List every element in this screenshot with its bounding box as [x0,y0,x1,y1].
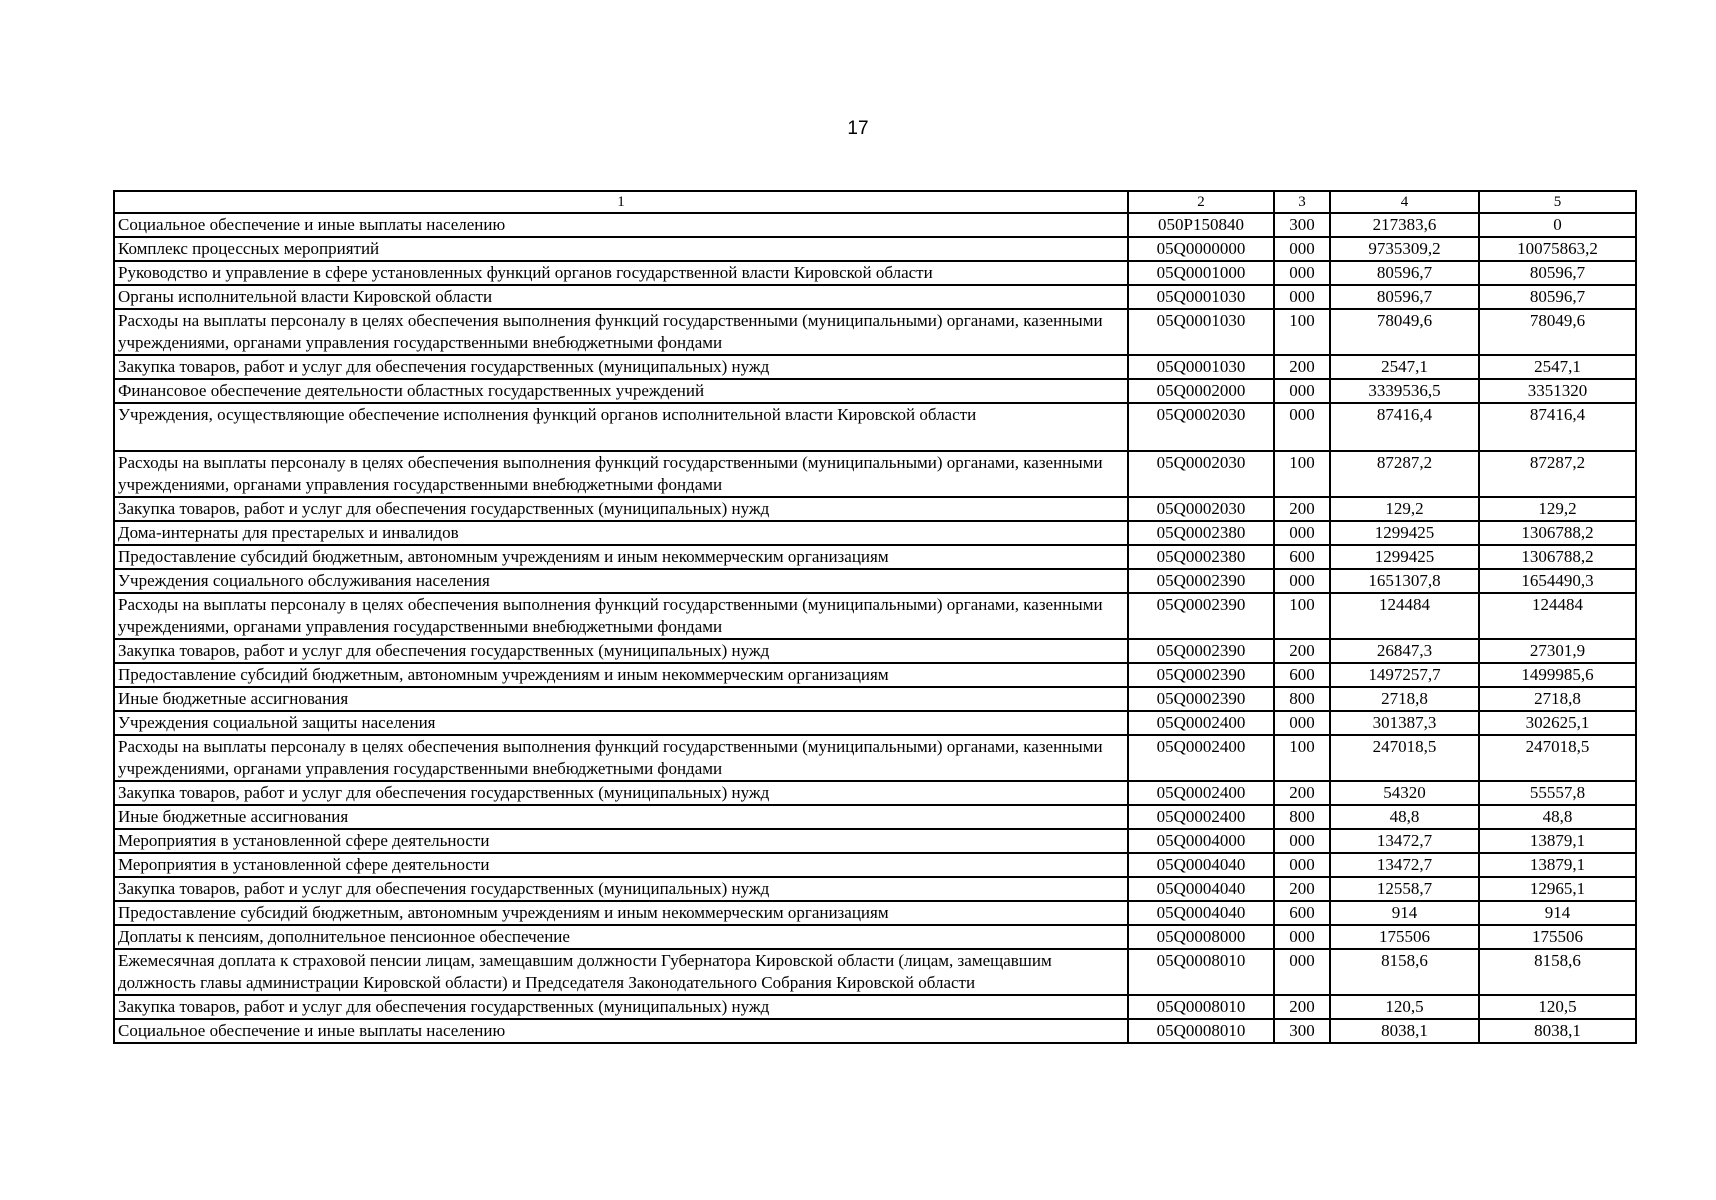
amount-col4-cell: 48,8 [1330,805,1479,829]
expense-name-cell: Расходы на выплаты персоналу в целях обеспечения выполнения функций государственными (муниципальными) органами, казенными учреждениями, органами управления государственными внебюджетными фондами [114,593,1128,639]
table-row [114,213,1636,237]
target-code-cell: 05Q0004040 [1128,853,1274,877]
amount-col4-cell: 129,2 [1330,497,1479,521]
amount-col4-cell: 3339536,5 [1330,379,1479,403]
table-row [114,593,1636,639]
amount-col5-cell: 129,2 [1479,497,1636,521]
expense-type-cell: 800 [1274,805,1330,829]
table-row [114,949,1636,995]
table-row [114,805,1636,829]
expense-name-cell: Расходы на выплаты персоналу в целях обеспечения выполнения функций государственными (муниципальными) органами, казенными учреждениями, органами управления государственными внебюджетными фондами [114,735,1128,781]
table-row [114,403,1636,451]
amount-col4-cell: 217383,6 [1330,213,1479,237]
table-row [114,545,1636,569]
amount-col5-cell: 124484 [1479,593,1636,639]
amount-col4-cell: 80596,7 [1330,261,1479,285]
target-code-cell: 05Q0008010 [1128,1019,1274,1043]
expense-name-cell: Учреждения, осуществляющие обеспечение исполнения функций органов исполнительной власти Кировской области [114,403,1128,451]
target-code-cell: 05Q0002030 [1128,497,1274,521]
expense-name-cell: Социальное обеспечение и иные выплаты населению [114,213,1128,237]
target-code-cell: 05Q0002030 [1128,403,1274,451]
amount-col4-cell: 8038,1 [1330,1019,1479,1043]
amount-col5-cell: 0 [1479,213,1636,237]
expense-type-cell: 300 [1274,213,1330,237]
amount-col5-cell: 247018,5 [1479,735,1636,781]
expense-type-cell: 200 [1274,877,1330,901]
expense-name-cell: Финансовое обеспечение деятельности областных государственных учреждений [114,379,1128,403]
expense-type-cell: 100 [1274,593,1330,639]
target-code-cell: 05Q0002030 [1128,451,1274,497]
table-header [114,191,1636,213]
expense-name-cell: Закупка товаров, работ и услуг для обеспечения государственных (муниципальных) нужд [114,355,1128,379]
table-row [114,521,1636,545]
target-code-cell: 05Q0002400 [1128,781,1274,805]
expense-type-cell: 300 [1274,1019,1330,1043]
page-number: 17 [847,118,869,139]
expense-type-cell: 100 [1274,451,1330,497]
table-row [114,569,1636,593]
amount-col4-cell: 80596,7 [1330,285,1479,309]
expense-name-cell: Учреждения социальной защиты населения [114,711,1128,735]
target-code-cell: 05Q0008010 [1128,995,1274,1019]
expense-name-cell: Социальное обеспечение и иные выплаты населению [114,1019,1128,1043]
target-code-cell: 05Q0001030 [1128,355,1274,379]
expense-name-cell: Расходы на выплаты персоналу в целях обеспечения выполнения функций государственными (муниципальными) органами, казенными учреждениями, органами управления государственными внебюджетными фондами [114,451,1128,497]
expense-type-cell: 600 [1274,663,1330,687]
amount-col4-cell: 1299425 [1330,545,1479,569]
table-row [114,639,1636,663]
amount-col4-cell: 8158,6 [1330,949,1479,995]
expense-name-cell: Иные бюджетные ассигнования [114,687,1128,711]
amount-col4-cell: 13472,7 [1330,829,1479,853]
expense-name-cell: Руководство и управление в сфере установленных функций органов государственной власти Кировской области [114,261,1128,285]
expense-name-cell: Органы исполнительной власти Кировской области [114,285,1128,309]
expense-type-cell: 000 [1274,853,1330,877]
amount-col4-cell: 12558,7 [1330,877,1479,901]
table-row [114,309,1636,355]
amount-col4-cell: 124484 [1330,593,1479,639]
amount-col5-cell: 1306788,2 [1479,521,1636,545]
expense-name-cell: Доплаты к пенсиям, дополнительное пенсионное обеспечение [114,925,1128,949]
expense-name-cell: Иные бюджетные ассигнования [114,805,1128,829]
amount-col4-cell: 301387,3 [1330,711,1479,735]
target-code-cell: 050P150840 [1128,213,1274,237]
table-row [114,285,1636,309]
amount-col5-cell: 10075863,2 [1479,237,1636,261]
expense-name-cell: Расходы на выплаты персоналу в целях обеспечения выполнения функций государственными (муниципальными) органами, казенными учреждениями, органами управления государственными внебюджетными фондами [114,309,1128,355]
expense-type-cell: 000 [1274,285,1330,309]
amount-col5-cell: 120,5 [1479,995,1636,1019]
expense-type-cell: 200 [1274,355,1330,379]
expense-type-cell: 000 [1274,261,1330,285]
amount-col5-cell: 13879,1 [1479,853,1636,877]
target-code-cell: 05Q0002380 [1128,521,1274,545]
target-code-cell: 05Q0008000 [1128,925,1274,949]
expense-type-cell: 100 [1274,735,1330,781]
table-row [114,853,1636,877]
expense-type-cell: 000 [1274,829,1330,853]
amount-col4-cell: 78049,6 [1330,309,1479,355]
amount-col5-cell: 80596,7 [1479,285,1636,309]
target-code-cell: 05Q0004040 [1128,901,1274,925]
amount-col4-cell: 1497257,7 [1330,663,1479,687]
amount-col5-cell: 80596,7 [1479,261,1636,285]
target-code-cell: 05Q0002400 [1128,735,1274,781]
table-row [114,781,1636,805]
amount-col4-cell: 2718,8 [1330,687,1479,711]
table-body [114,213,1636,1043]
amount-col4-cell: 13472,7 [1330,853,1479,877]
expense-name-cell: Ежемесячная доплата к страховой пенсии лицам, замещавшим должности Губернатора Кировской области (лицам, замещавшим должность главы администрации Кировской области) и Председателя Законодательного Собрания Кировской области [114,949,1128,995]
column-header-2: 2 [1128,191,1274,213]
expense-name-cell: Комплекс процессных мероприятий [114,237,1128,261]
expense-name-cell: Закупка товаров, работ и услуг для обеспечения государственных (муниципальных) нужд [114,639,1128,663]
table-row [114,877,1636,901]
table-row [114,261,1636,285]
amount-col5-cell: 2547,1 [1479,355,1636,379]
expense-type-cell: 600 [1274,545,1330,569]
amount-col4-cell: 87416,4 [1330,403,1479,451]
target-code-cell: 05Q0002390 [1128,639,1274,663]
expense-type-cell: 200 [1274,639,1330,663]
expense-type-cell: 000 [1274,379,1330,403]
amount-col4-cell: 9735309,2 [1330,237,1479,261]
table-row [114,1019,1636,1043]
table-row [114,925,1636,949]
table-row [114,711,1636,735]
amount-col4-cell: 26847,3 [1330,639,1479,663]
target-code-cell: 05Q0001030 [1128,309,1274,355]
expense-name-cell: Предоставление субсидий бюджетным, автономным учреждениям и иным некоммерческим организациям [114,545,1128,569]
amount-col4-cell: 914 [1330,901,1479,925]
expense-name-cell: Учреждения социального обслуживания населения [114,569,1128,593]
table-row [114,687,1636,711]
table-row [114,237,1636,261]
amount-col4-cell: 247018,5 [1330,735,1479,781]
table-row [114,663,1636,687]
amount-col4-cell: 54320 [1330,781,1479,805]
table-row [114,829,1636,853]
amount-col5-cell: 48,8 [1479,805,1636,829]
target-code-cell: 05Q0002400 [1128,711,1274,735]
table-row [114,355,1636,379]
expense-name-cell: Закупка товаров, работ и услуг для обеспечения государственных (муниципальных) нужд [114,781,1128,805]
table-row [114,995,1636,1019]
expense-name-cell: Предоставление субсидий бюджетным, автономным учреждениям и иным некоммерческим организациям [114,901,1128,925]
target-code-cell: 05Q0002000 [1128,379,1274,403]
target-code-cell: 05Q0002390 [1128,687,1274,711]
target-code-cell: 05Q0002400 [1128,805,1274,829]
column-header-3: 3 [1274,191,1330,213]
expense-type-cell: 000 [1274,569,1330,593]
expense-type-cell: 200 [1274,995,1330,1019]
amount-col5-cell: 12965,1 [1479,877,1636,901]
expense-type-cell: 000 [1274,925,1330,949]
amount-col5-cell: 175506 [1479,925,1636,949]
expense-name-cell: Мероприятия в установленной сфере деятельности [114,853,1128,877]
amount-col5-cell: 87287,2 [1479,451,1636,497]
amount-col4-cell: 2547,1 [1330,355,1479,379]
amount-col5-cell: 1499985,6 [1479,663,1636,687]
expense-type-cell: 100 [1274,309,1330,355]
column-header-4: 4 [1330,191,1479,213]
expense-name-cell: Мероприятия в установленной сфере деятельности [114,829,1128,853]
target-code-cell: 05Q0001030 [1128,285,1274,309]
amount-col5-cell: 1306788,2 [1479,545,1636,569]
amount-col5-cell: 55557,8 [1479,781,1636,805]
expense-type-cell: 200 [1274,781,1330,805]
target-code-cell: 05Q0008010 [1128,949,1274,995]
target-code-cell: 05Q0000000 [1128,237,1274,261]
expense-name-cell: Дома-интернаты для престарелых и инвалидов [114,521,1128,545]
table-row [114,497,1636,521]
amount-col5-cell: 78049,6 [1479,309,1636,355]
table-row [114,451,1636,497]
amount-col5-cell: 302625,1 [1479,711,1636,735]
amount-col5-cell: 2718,8 [1479,687,1636,711]
target-code-cell: 05Q0004040 [1128,877,1274,901]
target-code-cell: 05Q0002390 [1128,593,1274,639]
expense-name-cell: Закупка товаров, работ и услуг для обеспечения государственных (муниципальных) нужд [114,497,1128,521]
expense-type-cell: 200 [1274,497,1330,521]
expense-name-cell: Закупка товаров, работ и услуг для обеспечения государственных (муниципальных) нужд [114,995,1128,1019]
expense-name-cell: Закупка товаров, работ и услуг для обеспечения государственных (муниципальных) нужд [114,877,1128,901]
amount-col5-cell: 914 [1479,901,1636,925]
table-row [114,901,1636,925]
target-code-cell: 05Q0004000 [1128,829,1274,853]
expense-type-cell: 000 [1274,711,1330,735]
amount-col5-cell: 87416,4 [1479,403,1636,451]
amount-col4-cell: 87287,2 [1330,451,1479,497]
amount-col4-cell: 120,5 [1330,995,1479,1019]
amount-col5-cell: 1654490,3 [1479,569,1636,593]
target-code-cell: 05Q0002390 [1128,663,1274,687]
column-header-1: 1 [114,191,1128,213]
amount-col4-cell: 175506 [1330,925,1479,949]
table-row [114,379,1636,403]
target-code-cell: 05Q0002380 [1128,545,1274,569]
amount-col5-cell: 8158,6 [1479,949,1636,995]
expense-type-cell: 000 [1274,949,1330,995]
expense-type-cell: 600 [1274,901,1330,925]
target-code-cell: 05Q0002390 [1128,569,1274,593]
column-header-5: 5 [1479,191,1636,213]
amount-col4-cell: 1299425 [1330,521,1479,545]
budget-table [113,190,1637,1044]
amount-col4-cell: 1651307,8 [1330,569,1479,593]
amount-col5-cell: 13879,1 [1479,829,1636,853]
amount-col5-cell: 27301,9 [1479,639,1636,663]
expense-name-cell: Предоставление субсидий бюджетным, автономным учреждениям и иным некоммерческим организациям [114,663,1128,687]
expense-type-cell: 000 [1274,521,1330,545]
target-code-cell: 05Q0001000 [1128,261,1274,285]
amount-col5-cell: 8038,1 [1479,1019,1636,1043]
expense-type-cell: 800 [1274,687,1330,711]
amount-col5-cell: 3351320 [1479,379,1636,403]
expense-type-cell: 000 [1274,403,1330,451]
expense-type-cell: 000 [1274,237,1330,261]
table-row [114,735,1636,781]
header-row [114,191,1636,213]
